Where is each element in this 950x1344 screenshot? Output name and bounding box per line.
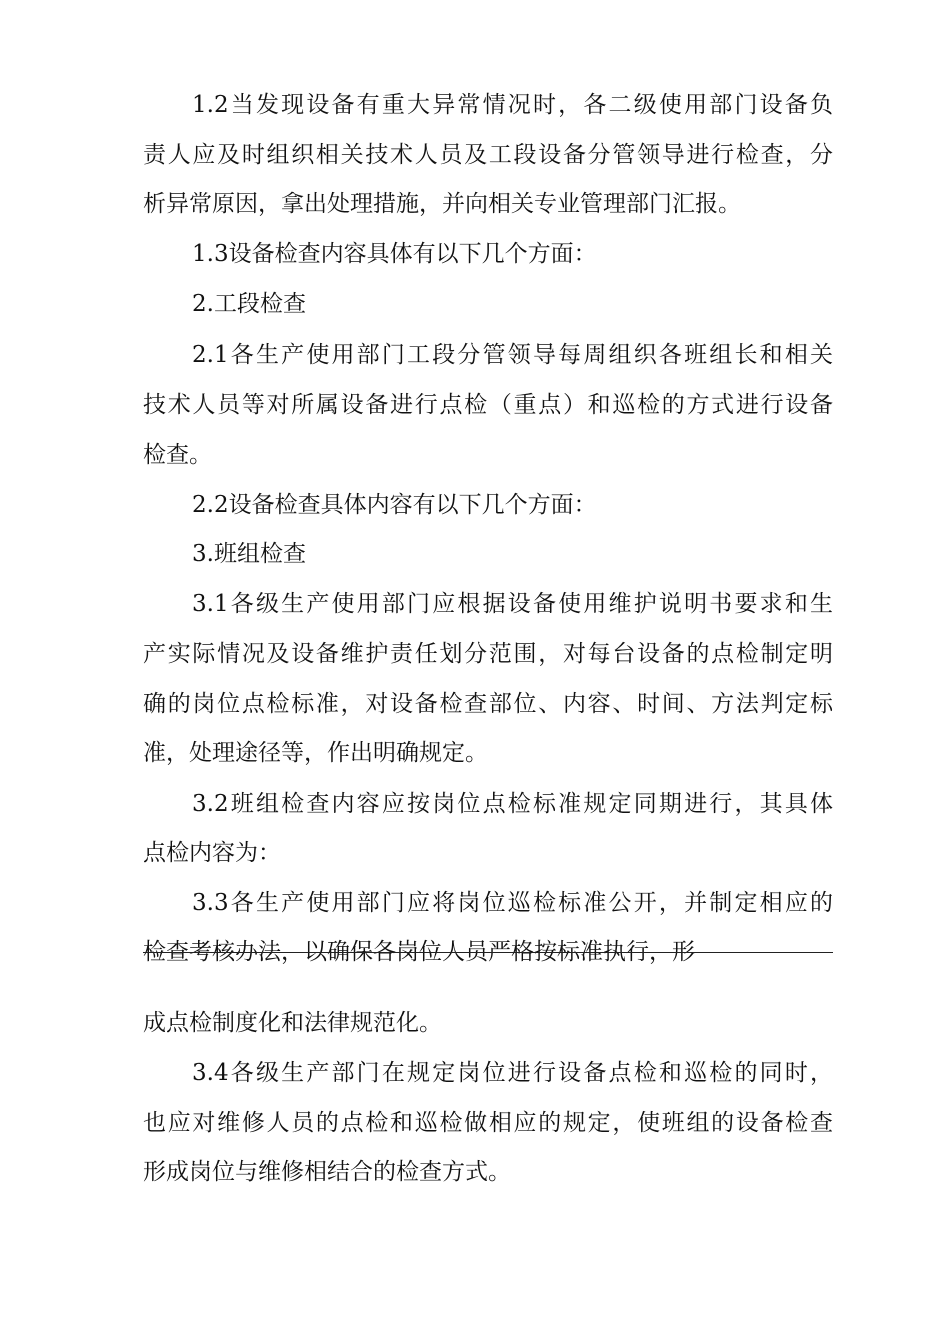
paragraph-3-3-line-2: 检查考核办法，以确保各岗位人员严格按标准执行，形	[143, 939, 695, 965]
paragraph-1-3: 1.3设备检查内容具体有以下几个方面：	[192, 241, 597, 267]
paragraph-3-4-line-2: 也应对维修人员的点检和巡检做相应的规定，使班组的设备检查	[143, 1110, 833, 1136]
section-heading-2: 2.工段检查	[192, 291, 306, 317]
paragraph-3-1-line-4: 准，处理途径等，作出明确规定。	[143, 740, 488, 766]
section-heading-3: 3.班组检查	[192, 541, 306, 567]
paragraph-2-1-line-1: 2.1各生产使用部门工段分管领导每周组织各班组长和相关	[192, 342, 833, 368]
paragraph-3-1-line-2: 产实际情况及设备维护责任划分范围，对每台设备的点检制定明	[143, 641, 833, 667]
paragraph-3-1-line-1: 3.1各级生产使用部门应根据设备使用维护说明书要求和生	[192, 591, 833, 617]
paragraph-3-2-line-2: 点检内容为：	[143, 840, 281, 866]
page-break-rule	[143, 952, 833, 953]
paragraph-1-2-line-2: 责人应及时组织相关技术人员及工段设备分管领导进行检查，分	[143, 142, 833, 168]
paragraph-3-3-line-1: 3.3各生产使用部门应将岗位巡检标准公开，并制定相应的	[192, 890, 833, 916]
paragraph-2-1-line-3: 检查。	[143, 442, 212, 468]
paragraph-3-4-line-3: 形成岗位与维修相结合的检查方式。	[143, 1159, 511, 1185]
paragraph-3-3-line-3: 成点检制度化和法律规范化。	[143, 1010, 442, 1036]
paragraph-3-2-line-1: 3.2班组检查内容应按岗位点检标准规定同期进行，其具体	[192, 791, 833, 817]
paragraph-2-1-line-2: 技术人员等对所属设备进行点检（重点）和巡检的方式进行设备	[143, 392, 833, 418]
paragraph-2-2: 2.2设备检查具体内容有以下几个方面：	[192, 492, 597, 518]
paragraph-1-2-line-1: 1.2当发现设备有重大异常情况时，各二级使用部门设备负	[192, 92, 833, 118]
paragraph-3-4-line-1: 3.4各级生产部门在规定岗位进行设备点检和巡检的同时，	[192, 1060, 833, 1086]
paragraph-3-1-line-3: 确的岗位点检标准，对设备检查部位、内容、时间、方法判定标	[143, 691, 833, 717]
paragraph-1-2-line-3: 析异常原因，拿出处理措施，并向相关专业管理部门汇报。	[143, 191, 741, 217]
